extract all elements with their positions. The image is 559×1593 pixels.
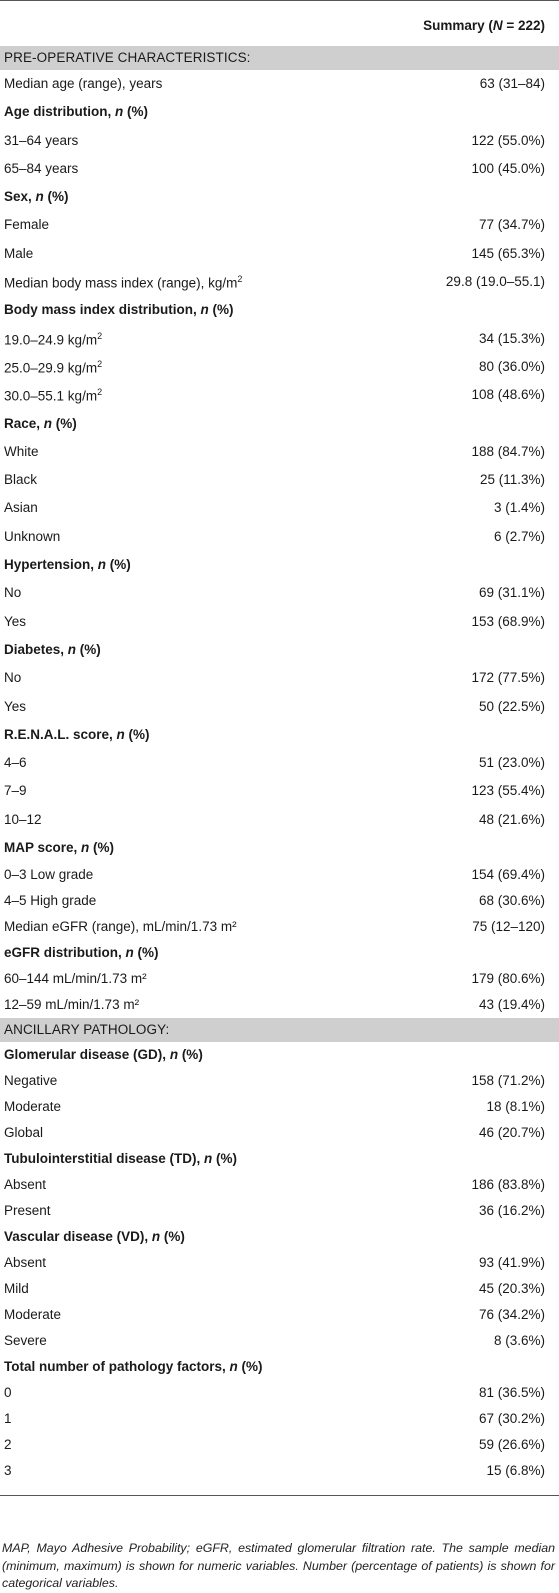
row-label-text: Diabetes, [4,641,68,657]
row-label-text: 0 [4,1385,12,1401]
row-label-italic: n [229,1359,238,1375]
row-value: 25 (11.3%) [479,472,545,488]
table-row [0,1458,559,1484]
row-label [4,784,27,798]
row-label [4,445,39,459]
row-label-tail: (%) [124,726,150,742]
row-value: 154 (69.4%) [471,867,545,883]
row-label [4,1230,185,1244]
row-value: 77 (34.7%) [478,217,545,233]
group-header-row [0,410,559,438]
group-header-row [0,1042,559,1068]
row-label-text: Female [4,217,50,233]
row-value: 36 (16.2%) [478,1203,545,1219]
row-label [4,388,102,403]
table-row [0,211,559,239]
row-label [4,972,147,986]
row-label [4,1100,61,1114]
row-label [4,700,26,714]
row-label-text: MAP score, [4,840,82,856]
row-label [4,671,21,685]
row-label-text: 4–5 High grade [4,893,97,909]
row-label-text: Body mass index distribution, [4,302,201,318]
table-row [0,608,559,636]
row-label-text: 31–64 years [4,132,79,148]
row-label-text: Global [4,1125,44,1141]
row-label [4,218,49,232]
row-label [4,1464,12,1478]
row-label-tail: (%) [133,945,159,961]
row-value: 69 (31.1%) [478,585,545,601]
row-label-text: No [4,585,22,601]
row-label-superscript: 2 [97,330,103,341]
row-label-tail: (%) [123,104,148,120]
row-label-text: Median body mass index (range), kg/m [4,275,238,291]
row-label-text: R.E.N.A.L. score, [4,726,117,742]
row-label [4,998,139,1012]
row-label-text: Absent [4,1255,47,1271]
row-label-text: 19.0–24.9 kg/m [4,332,98,348]
row-label-tail: (%) [89,840,115,856]
row-label-italic: n [200,302,209,318]
table-row [0,1094,559,1120]
row-label [4,247,33,261]
row-value: 158 (71.2%) [471,1073,545,1089]
row-label-text: Male [4,245,34,261]
section-header-row [0,1018,559,1042]
row-label-italic: n [97,557,107,573]
row-label-tail: (%) [76,641,101,657]
table-row [0,466,559,494]
row-label-text: Race, [4,415,44,431]
row-value: 108 (48.6%) [471,387,545,403]
row-label-text: eGFR distribution, [4,945,126,961]
summary-header-prefix: Summary ( [423,18,493,33]
row-label-text: No [4,670,22,686]
table-body [0,46,559,1484]
section-header-row [0,46,559,70]
row-label [4,1204,51,1218]
row-label-text: 7–9 [4,783,27,799]
row-label-text: PRE-OPERATIVE CHARACTERISTICS: [4,50,251,65]
row-value: 188 (84.7%) [471,443,545,459]
row-label-italic: n [81,840,90,856]
row-value: 93 (41.9%) [478,1255,545,1271]
row-label [4,1178,46,1192]
row-label [4,1360,263,1374]
row-label [4,1023,169,1037]
table-row [0,693,559,721]
row-label [4,1386,12,1400]
table-row [0,1380,559,1406]
row-label-text: 4–6 [4,755,27,771]
row-label [4,473,37,487]
table-row [0,579,559,607]
row-label-text: 2 [4,1437,12,1453]
table-row [0,1406,559,1432]
row-label-text: Hypertension, [4,557,98,573]
group-header-row [0,296,559,324]
row-label [4,1334,47,1348]
table-row [0,1328,559,1354]
row-label-tail: (%) [52,415,77,431]
row-label-text: Moderate [4,1099,62,1115]
row-label-italic: n [169,1047,179,1063]
table-row [0,70,559,98]
row-value: 76 (34.2%) [478,1307,545,1323]
table-row [0,155,559,183]
summary-header-n: N [492,18,503,33]
row-label-text: Present [4,1203,51,1219]
row-value: 51 (23.0%) [478,755,545,771]
row-label [4,332,102,347]
table-row [0,1068,559,1094]
table-row [0,777,559,805]
row-label [4,303,234,317]
group-header-row [0,98,559,126]
row-label-tail: (%) [178,1047,203,1063]
row-value: 186 (83.8%) [471,1177,545,1193]
table-row [0,1198,559,1224]
table-row [0,664,559,692]
row-value: 34 (15.3%) [478,330,545,346]
row-label-italic: n [43,415,53,431]
row-label-text: 0–3 Low grade [4,867,94,883]
row-label [4,841,114,855]
row-label-text: Unknown [4,528,61,544]
row-label-text: Negative [4,1073,58,1089]
table-row [0,268,559,296]
row-value: 80 (36.0%) [478,358,545,374]
table-row [0,914,559,940]
row-label-text: 30.0–55.1 kg/m [4,388,98,404]
row-label [4,134,78,148]
row-label-text: Moderate [4,1307,62,1323]
table-row [0,992,559,1018]
table-row [0,127,559,155]
row-label-text: Age distribution, [4,104,115,120]
table-header-row [0,0,559,46]
row-value: 75 (12–120) [472,919,545,935]
row-label-text: 3 [4,1463,12,1479]
group-header-row [0,1146,559,1172]
row-label [4,1282,29,1296]
row-label-italic: n [67,641,77,657]
row-label-text: 12–59 mL/min/1.73 m² [4,997,140,1013]
row-label-text: Sex, [4,189,36,205]
group-header-row [0,551,559,579]
row-label [4,1074,57,1088]
row-value: 67 (30.2%) [478,1411,545,1427]
row-label [4,530,60,544]
row-value: 45 (20.3%) [478,1281,545,1297]
row-value: 122 (55.0%) [471,132,545,148]
row-value: 15 (6.8%) [486,1463,545,1479]
row-label-text: 10–12 [4,811,42,827]
table-row [0,862,559,888]
row-value: 8 (3.6%) [493,1333,545,1349]
row-value: 48 (21.6%) [478,811,545,827]
row-label-tail: (%) [208,302,234,318]
row-label-text: Severe [4,1333,47,1349]
row-label-italic: n [151,1229,161,1245]
table-row [0,381,559,409]
table-row [0,1276,559,1302]
row-label-text: Black [4,472,38,488]
row-label [4,1308,61,1322]
row-value: 145 (65.3%) [471,245,545,261]
row-label-italic: n [125,945,134,961]
row-value: 50 (22.5%) [478,698,545,714]
row-value: 81 (36.5%) [478,1385,545,1401]
row-value: 59 (26.6%) [478,1437,545,1453]
row-label-text: 60–144 mL/min/1.73 m² [4,971,147,987]
row-label [4,162,78,176]
group-header-row [0,721,559,749]
row-label-text: Median eGFR (range), mL/min/1.73 m² [4,919,237,935]
row-label-tail: (%) [43,189,69,205]
row-label [4,615,26,629]
table-row [0,1432,559,1458]
row-label [4,501,38,515]
row-label [4,586,21,600]
row-label-tail: (%) [106,557,131,573]
row-value: 3 (1.4%) [493,500,545,516]
group-header-row [0,940,559,966]
row-value: 123 (55.4%) [471,783,545,799]
row-label [4,868,93,882]
row-value: 179 (80.6%) [471,971,545,987]
row-label-text: Glomerular disease (GD), [4,1047,170,1063]
table-footnote: MAP, Mayo Adhesive Probability; eGFR, estimated glomerular filtration rate. The sample median (minimum, maximum) is shown for numeric variables. Number (percentage of patients) is shown for categorical variables. [2,1541,555,1590]
row-label [4,643,101,657]
group-header-row [0,1354,559,1380]
table-row [0,523,559,551]
table-row [0,325,559,353]
row-label-text: Total number of pathology factors, [4,1359,230,1375]
row-label [4,558,131,572]
row-label-text: Yes [4,613,27,629]
row-label-text: Mild [4,1281,29,1297]
row-label-superscript: 2 [237,274,243,285]
table-row [0,438,559,466]
table-row [0,494,559,522]
table-row [0,888,559,914]
row-label [4,894,96,908]
row-label [4,51,251,65]
row-label-superscript: 2 [97,358,103,369]
row-label [4,1152,237,1166]
row-label-text: Median age (range), years [4,76,163,91]
row-label [4,920,237,934]
row-label [4,813,42,827]
row-label-text: ANCILLARY PATHOLOGY: [4,1022,170,1038]
row-value: 18 (8.1%) [486,1099,545,1115]
row-label [4,1256,46,1270]
row-label [4,1412,12,1426]
row-label-italic: n [35,189,44,205]
row-value: 100 (45.0%) [471,160,545,176]
row-label [4,1126,43,1140]
row-label-tail: (%) [160,1229,185,1245]
table-row [0,240,559,268]
row-label [4,275,242,290]
row-value: 68 (30.6%) [478,893,545,909]
row-value: 29.8 (19.0–55.1) [445,274,545,290]
row-label [4,946,159,960]
row-label-superscript: 2 [97,387,103,398]
group-header-row [0,834,559,862]
summary-column-header [423,18,545,33]
row-value: 153 (68.9%) [471,613,545,629]
row-label-text: 25.0–29.9 kg/m [4,360,98,376]
group-header-row [0,183,559,211]
row-value: 63 (31–84) [479,76,545,91]
row-label-text: Absent [4,1177,47,1193]
row-value: 43 (19.4%) [478,997,545,1013]
summary-header-suffix: = 222) [502,18,545,33]
group-header-row [0,1224,559,1250]
row-label [4,190,69,204]
row-label-italic: n [116,726,125,742]
table-row [0,806,559,834]
row-label [4,756,27,770]
table-row [0,1302,559,1328]
table-row [0,1250,559,1276]
row-label [4,1048,203,1062]
row-value: 6 (2.7%) [493,528,545,544]
row-label-text: Yes [4,698,27,714]
row-label-italic: n [115,104,124,120]
table-row [0,1172,559,1198]
table-row [0,1120,559,1146]
row-label-tail: (%) [237,1359,263,1375]
row-label [4,360,102,375]
row-value: 172 (77.5%) [471,670,545,686]
row-value: 46 (20.7%) [478,1125,545,1141]
row-label [4,105,148,119]
row-label [4,728,150,742]
table-row [0,749,559,777]
row-label [4,77,162,91]
row-label-text: Tubulointerstitial disease (TD), [4,1151,205,1167]
group-header-row [0,636,559,664]
row-label-italic: n [204,1151,213,1167]
row-label-text: 1 [4,1411,12,1427]
row-label-text: Asian [4,500,38,516]
row-label-text: Vascular disease (VD), [4,1229,152,1245]
row-label-text: 65–84 years [4,160,79,176]
row-label-text: White [4,443,39,459]
row-label [4,1438,12,1452]
table-row [0,353,559,381]
table-row [0,966,559,992]
row-label-tail: (%) [212,1151,238,1167]
row-label [4,417,77,431]
table-bottom-rule [0,1495,559,1496]
